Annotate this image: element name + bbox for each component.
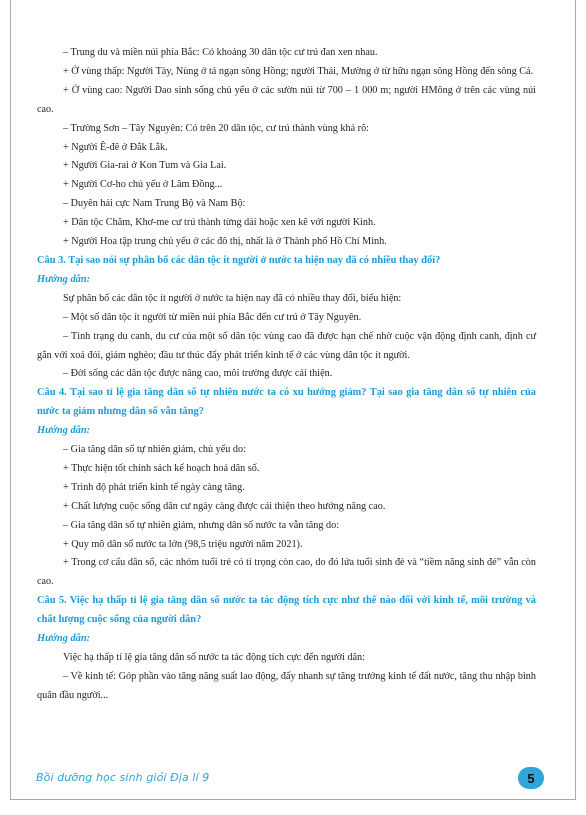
- answer-paragraph: + Quy mô dân số nước ta lớn (98,5 triệu người năm 2021).: [63, 538, 303, 550]
- paragraph: + Người Hoa tập trung chủ yếu ở các đô thị, nhất là ở Thành phố Hồ Chí Minh.: [63, 236, 387, 248]
- question-5-heading: Câu 5. Việc hạ thấp tỉ lệ gia tăng dân số nước ta tác động tích cực như thế nào đối với kinh tế, môi trường và chất lượng cuộc sống của người dân?: [37, 595, 536, 626]
- paragraph: + Dân tộc Chăm, Khơ-me cư trú thành từng dải hoặc xen kẽ với người Kinh.: [63, 217, 376, 229]
- answer-paragraph: – Đời sống các dân tộc được nâng cao, môi trường được cải thiện.: [63, 368, 333, 380]
- paragraph: – Trường Sơn – Tây Nguyên: Có trên 20 dân tộc, cư trú thành vùng khá rõ:: [63, 122, 370, 134]
- paragraph: + Ở vùng thấp: Người Tày, Nùng ở tả ngạn sông Hồng; người Thái, Mường ở từ hữu ngạn sông Hồng đến sông Cả.: [63, 65, 534, 77]
- paragraph: – Duyên hải cực Nam Trung Bộ và Nam Bộ:: [63, 198, 246, 210]
- page-number-badge: 5: [518, 767, 544, 789]
- answer-paragraph: – Một số dân tộc ít người từ miền núi phía Bắc đến cư trú ở Tây Nguyên.: [63, 311, 362, 323]
- paragraph: + Người Gia-rai ở Kon Tum và Gia Lai.: [63, 160, 227, 172]
- guide-3-heading: Hướng dẫn:: [37, 273, 91, 285]
- answer-paragraph: – Gia tăng dân số tự nhiên giảm, chủ yếu do:: [63, 444, 246, 456]
- paragraph: – Trung du và miền núi phía Bắc: Có khoảng 30 dân tộc cư trú đan xen nhau.: [63, 47, 378, 58]
- answer-paragraph: + Chất lượng cuộc sống dân cư ngày càng được cải thiện theo hướng nâng cao.: [63, 500, 386, 512]
- paragraph: + Ở vùng cao: Người Dao sinh sống chủ yếu ở các sườn núi từ 700 – 1 000 m; người HMông ở trên các vùng núi cao.: [37, 84, 536, 115]
- answer-paragraph: + Trình độ phát triển kinh tế ngày càng tăng.: [63, 481, 245, 493]
- answer-paragraph: Sự phân bố các dân tộc ít người ở nước ta hiện nay đã có nhiều thay đổi, biểu hiện:: [63, 292, 402, 304]
- answer-paragraph: Việc hạ thấp tỉ lệ gia tăng dân số nước ta tác động tích cực đến người dân:: [63, 652, 365, 663]
- answer-paragraph: – Về kinh tế: Góp phần vào tăng năng suất lao động, đẩy nhanh sự tăng trưởng kinh tế đất nước, tăng thu nhập bình quân đầu người...: [37, 670, 536, 701]
- guide-4-heading: Hướng dẫn:: [37, 425, 91, 437]
- question-4-heading: Câu 4. Tại sao tỉ lệ gia tăng dân số tự nhiên nước ta có xu hướng giảm? Tại sao gia tăng dân số tự nhiên của nước ta giảm nhưng dân số vẫn tăng?: [37, 387, 536, 418]
- question-3-heading: Câu 3. Tại sao nói sự phân bố các dân tộc ít người ở nước ta hiện nay đã có nhiều thay đổi?: [37, 254, 441, 266]
- page-content: [37, 44, 536, 706]
- guide-5-heading: Hướng dẫn:: [37, 633, 91, 645]
- answer-paragraph: + Trong cơ cấu dân số, các nhóm tuổi trẻ có tỉ trọng còn cao, do đó lứa tuổi sinh đẻ và “tiềm năng sinh đẻ” vẫn còn cao.: [37, 557, 536, 588]
- book-title-footer: Bồi dưỡng học sinh giỏi Địa lí 9: [36, 771, 210, 784]
- answer-paragraph: + Thực hiện tốt chính sách kế hoạch hoá dân số.: [63, 462, 260, 474]
- answer-paragraph: – Gia tăng dân số tự nhiên giảm, nhưng dân số nước ta vẫn tăng do:: [63, 519, 340, 531]
- paragraph: + Người Ê-đê ở Đắk Lắk.: [63, 141, 168, 153]
- answer-paragraph: – Tình trạng du canh, du cư của một số dân tộc vùng cao đã được hạn chế nhờ cuộc vận động định canh, định cư gắn với xoá đói, giảm nghèo; đầu tư thúc đẩy phát triển kinh tế ở các vùng dân tộc ít người.: [37, 330, 536, 361]
- paragraph: + Người Cơ-ho chủ yếu ở Lâm Đồng...: [63, 179, 223, 191]
